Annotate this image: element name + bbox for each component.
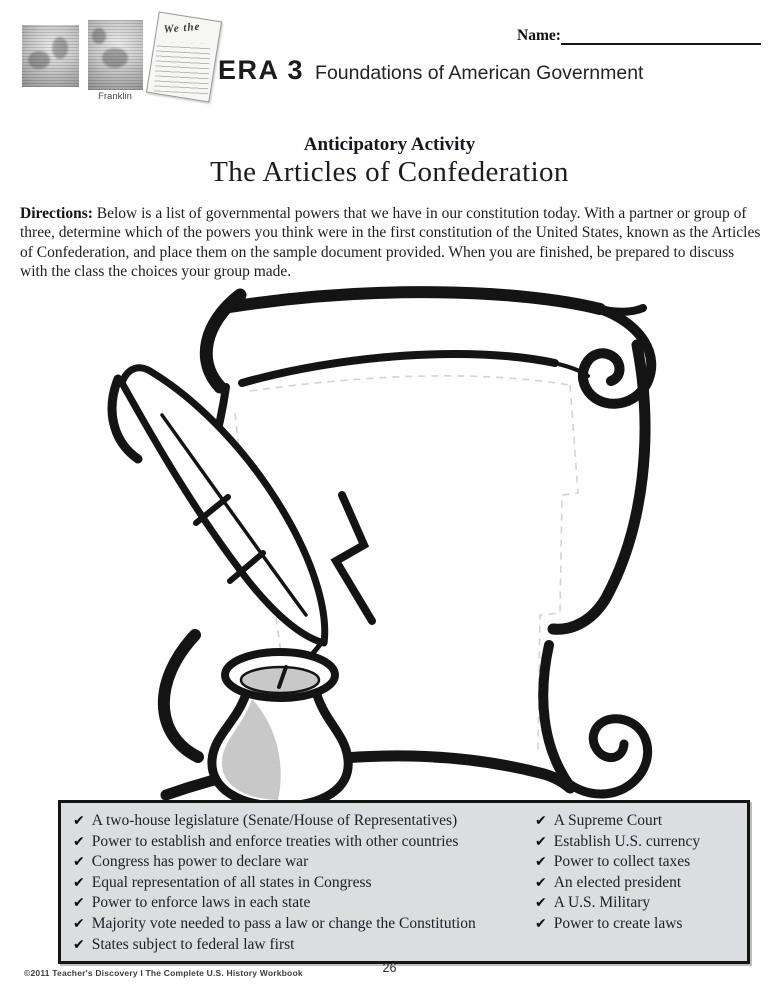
era-title: Foundations of American Government — [315, 62, 644, 84]
power-label: A two-house legislature (Senate/House of Representatives) — [91, 812, 458, 829]
engraving-shading — [102, 48, 128, 68]
power-label: Establish U.S. currency — [553, 832, 701, 850]
era-number: ERA 3 — [218, 55, 305, 85]
inkwell-graphic — [164, 635, 348, 806]
power-label: Equal representation of all states in Congress — [91, 873, 372, 891]
directions-paragraph — [20, 204, 761, 281]
checkmark-icon: ✔ — [535, 813, 547, 829]
power-label: Majority vote needed to pass a law or change the Constitution — [91, 914, 476, 932]
power-item — [535, 832, 737, 853]
power-item — [73, 811, 535, 832]
power-label: A U.S. Military — [553, 894, 651, 912]
page-number: 26 — [382, 961, 397, 975]
checkmark-icon: ✔ — [535, 915, 547, 932]
checkmark-icon: ✔ — [535, 833, 547, 850]
franklin-scene-image — [88, 20, 143, 90]
document-text-lines — [154, 41, 211, 94]
power-item — [535, 811, 737, 832]
power-item — [73, 832, 535, 853]
power-item — [535, 852, 737, 873]
checkmark-icon: ✔ — [73, 915, 85, 932]
name-label: Name: — [517, 27, 561, 44]
checkmark-icon: ✔ — [73, 895, 85, 912]
checkmark-icon: ✔ — [73, 854, 85, 871]
page-title: The Articles of Confederation — [210, 156, 569, 188]
franklin-caption: Franklin — [98, 91, 132, 102]
activity-subtitle: Anticipatory Activity — [303, 134, 476, 155]
power-label: Power to collect taxes — [553, 853, 691, 871]
engraving-shading — [52, 37, 68, 59]
power-item — [73, 852, 535, 873]
power-item — [73, 935, 535, 956]
directions-label: Directions: — [20, 205, 93, 222]
we-the-people-script: We the — [163, 20, 201, 36]
engraving-shading — [92, 28, 106, 44]
scroll-quill-illustration — [100, 283, 700, 808]
power-label: Power to enforce laws in each state — [91, 894, 311, 912]
constitution-document-image — [146, 11, 222, 102]
checkmark-icon: ✔ — [73, 833, 85, 850]
quill-graphic — [112, 368, 372, 685]
power-item — [73, 914, 535, 935]
power-label: States subject to federal law first — [91, 935, 295, 953]
power-label: Congress has power to declare war — [91, 853, 309, 871]
name-field — [517, 27, 761, 45]
power-label: Power to create laws — [553, 914, 683, 932]
power-item — [535, 873, 737, 894]
power-item — [73, 893, 535, 914]
powers-checklist-box — [58, 800, 750, 964]
era-heading — [218, 55, 643, 86]
checkmark-icon: ✔ — [535, 874, 547, 891]
power-item — [535, 893, 737, 914]
engraving-shading — [28, 51, 50, 69]
power-label: Power to establish and enforce treaties with other countries — [91, 832, 459, 850]
checkmark-icon: ✔ — [73, 936, 85, 953]
powers-right-column — [535, 811, 737, 957]
name-blank-line — [561, 28, 761, 45]
checkmark-icon: ✔ — [73, 874, 85, 891]
power-label: A Supreme Court — [553, 812, 663, 829]
power-item — [73, 873, 535, 894]
checkmark-icon: ✔ — [535, 854, 547, 871]
checkmark-icon: ✔ — [73, 813, 85, 829]
power-label: An elected president — [553, 873, 682, 891]
directions-text: Below is a list of governmental powers that we have in our constitution today. With a partner or group of three, determine which of the powers you think were in the first constitution of the United States, known as the Articles of Confederation, and place them on the sample document provided. When you are finished, be prepared to discuss with the class the choices your group made. — [20, 205, 761, 280]
copyright-text: ©2011 Teacher's Discovery I The Complete U.S. History Workbook — [24, 968, 303, 978]
power-item — [535, 914, 737, 935]
battle-scene-image — [22, 25, 79, 87]
checkmark-icon: ✔ — [535, 895, 547, 912]
powers-left-column — [73, 811, 535, 957]
